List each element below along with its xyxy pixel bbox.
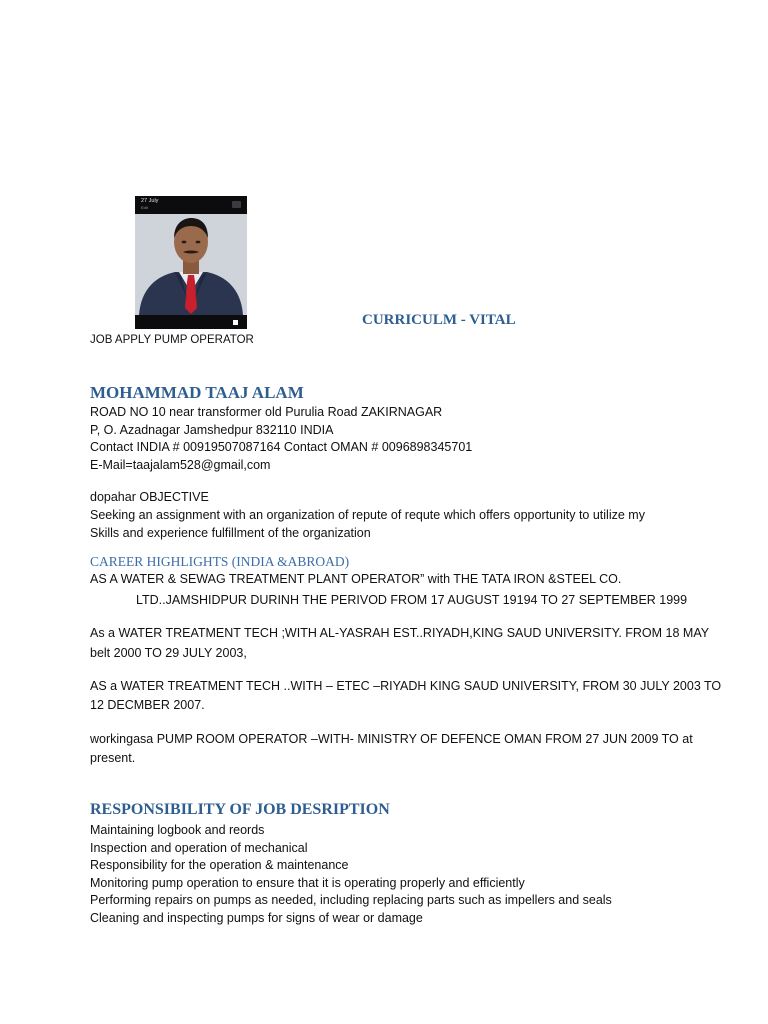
list-item: Performing repairs on pumps as needed, including replacing parts such as impellers and seals xyxy=(90,893,612,907)
job-apply-line: JOB APPLY PUMP OPERATOR xyxy=(90,334,254,346)
list-item: Maintaining logbook and reords xyxy=(90,823,265,837)
career-highlights-heading: CAREER HIGHLIGHTS (INDIA &ABROAD) xyxy=(90,554,350,569)
career-entry-2-line2: belt 2000 TO 29 JULY 2003, xyxy=(90,646,247,660)
contact-block xyxy=(90,404,472,474)
objective-heading: dopahar OBJECTIVE xyxy=(90,490,209,504)
list-item: Cleaning and inspecting pumps for signs of wear or damage xyxy=(90,910,423,925)
career-entry-3-line2: 12 DECMBER 2007. xyxy=(90,698,205,712)
career-entry-4-line1: workingasa PUMP ROOM OPERATOR –WITH- MINISTRY OF DEFENCE OMAN FROM 27 JUN 2009 TO at xyxy=(90,732,693,746)
objective-line: Skills and experience fulfillment of the organization xyxy=(90,525,371,540)
photo-status-text: 27 July xyxy=(141,198,159,204)
career-entry-4-line2: present. xyxy=(90,751,136,765)
candidate-name: MOHAMMAD TAAJ ALAM xyxy=(90,383,304,402)
document-title: CURRICULM - VITAL xyxy=(362,312,516,328)
career-entry-2-line1: As a WATER TREATMENT TECH ;WITH AL-YASRAH EST..RIYADH,KING SAUD UNIVERSITY. FROM 18 MAY xyxy=(90,626,710,640)
career-entry-1-line1: AS A WATER & SEWAG TREATMENT PLANT OPERATOR” with THE TATA IRON &STEEL CO. xyxy=(90,572,622,586)
responsibility-list xyxy=(90,822,612,927)
objective-line: Seeking an assignment with an organization of repute of requte which offers opportunity to utilize my xyxy=(90,508,645,522)
responsibility-heading: RESPONSIBILITY OF JOB DESRIPTION xyxy=(90,801,390,818)
email-line: E-Mail=taajalam528@gmail,com xyxy=(90,457,271,472)
contact-phone-line: Contact INDIA # 00919507087164 Contact OMAN # 0096898345701 xyxy=(90,440,473,454)
profile-photo xyxy=(135,196,247,329)
list-item: Monitoring pump operation to ensure that it is operating properly and efficiently xyxy=(90,875,525,890)
career-entry-1-line2: LTD..JAMSHIDPUR DURINH THE PERIVOD FROM 17 AUGUST 19194 TO 27 SEPTEMBER 1999 xyxy=(136,593,688,607)
photo-status-subtext: Edit xyxy=(141,205,148,210)
objective-text xyxy=(90,507,645,542)
address-line: ROAD NO 10 near transformer old Purulia Road ZAKIRNAGAR xyxy=(90,405,443,419)
list-item: Responsibility for the operation & maintenance xyxy=(90,858,349,872)
address-line: P, O. Azadnagar Jamshedpur 832110 INDIA xyxy=(90,422,334,437)
list-item: Inspection and operation of mechanical xyxy=(90,840,308,855)
profile-photo-image xyxy=(135,196,247,329)
career-entry-3-line1: AS a WATER TREATMENT TECH ..WITH – ETEC –RIYADH KING SAUD UNIVERSITY, FROM 30 JULY 2003 TO xyxy=(90,679,722,693)
